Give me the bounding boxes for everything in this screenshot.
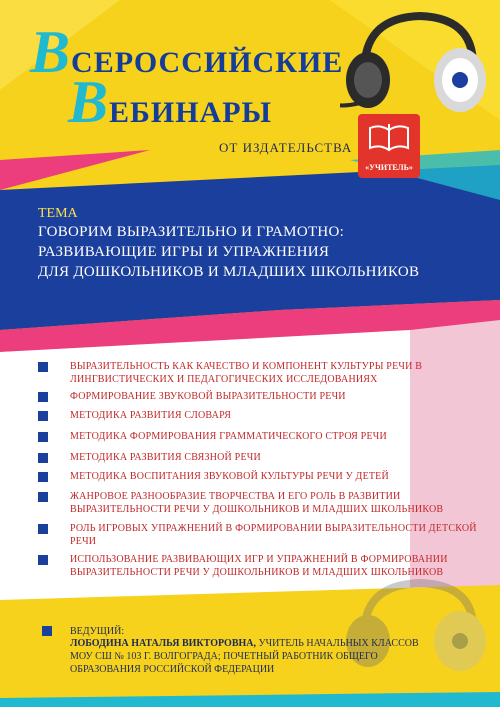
title-rest-2: ЕБИНАРЫ xyxy=(109,96,272,129)
bullet-icon xyxy=(38,362,48,372)
list-item-text: ФОРМИРОВАНИЕ ЗВУКОВОЙ ВЫРАЗИТЕЛЬНОСТИ РЕЧИ xyxy=(70,391,346,402)
topic-label: ТЕМА xyxy=(38,206,78,221)
title-rest-1: СЕРОССИЙСКИЕ xyxy=(71,46,344,79)
title-cap-2: В xyxy=(68,69,110,135)
bullet-icon xyxy=(38,453,48,463)
presenter-line-1 xyxy=(70,638,419,649)
presenter-name: ЛОБОДИНА НАТАЛЬЯ ВИКТОРОВНА, xyxy=(70,638,256,649)
presenter-role: УЧИТЕЛЬ НАЧАЛЬНЫХ КЛАССОВ xyxy=(256,638,419,649)
bullet-icon xyxy=(38,524,48,534)
list-item-text: РОЛЬ ИГРОВЫХ УПРАЖНЕНИЙ В ФОРМИРОВАНИИ ВЫРАЗИТЕЛЬНОСТИ ДЕТСКОЙ РЕЧИ xyxy=(70,523,477,547)
topic-line-3: ДЛЯ ДОШКОЛЬНИКОВ И МЛАДШИХ ШКОЛЬНИКОВ xyxy=(38,264,420,280)
list-item-text: МЕТОДИКА ФОРМИРОВАНИЯ ГРАММАТИЧЕСКОГО СТРОЯ РЕЧИ xyxy=(70,431,387,442)
bullet-icon xyxy=(38,492,48,502)
headset-icon xyxy=(340,8,490,128)
bullet-icon xyxy=(38,411,48,421)
book-icon xyxy=(358,114,420,158)
uchitel-logo-icon xyxy=(358,114,420,178)
bullet-icon xyxy=(38,555,48,565)
topic-line-1: ГОВОРИМ ВЫРАЗИТЕЛЬНО И ГРАМОТНО: xyxy=(38,224,345,240)
list-item-text: ВЫРАЗИТЕЛЬНОСТЬ КАК КАЧЕСТВО И КОМПОНЕНТ КУЛЬТУРЫ РЕЧИ В ЛИНГВИСТИЧЕСКИХ И ПЕДАГОГИЧЕСКИХ ИССЛЕДОВАНИЯХ xyxy=(70,361,423,385)
bullet-icon xyxy=(38,472,48,482)
list-item-text: МЕТОДИКА РАЗВИТИЯ СЛОВАРЯ xyxy=(70,410,232,421)
bullet-icon xyxy=(38,432,48,442)
subtitle: ОТ ИЗДАТЕЛЬСТВА xyxy=(219,140,353,155)
bullet-icon xyxy=(42,626,52,636)
list-item-text: МЕТОДИКА РАЗВИТИЯ СВЯЗНОЙ РЕЧИ xyxy=(70,452,261,463)
presenter-line-2: МОУ СШ № 103 Г. ВОЛГОГРАДА; ПОЧЕТНЫЙ РАБОТНИК ОБЩЕГО xyxy=(70,651,378,662)
bullet-icon xyxy=(38,392,48,402)
topic-line-2: РАЗВИВАЮЩИЕ ИГРЫ И УПРАЖНЕНИЯ xyxy=(38,244,330,260)
list-item-text: ЖАНРОВОЕ РАЗНООБРАЗИЕ ТВОРЧЕСТВА И ЕГО РОЛЬ В РАЗВИТИИ ВЫРАЗИТЕЛЬНОСТИ РЕЧИ У ДОШКОЛЬНИКОВ И МЛАДШИХ ШКОЛЬНИКОВ xyxy=(70,491,444,515)
headset-icon xyxy=(340,575,490,685)
list-item-text: МЕТОДИКА ВОСПИТАНИЯ ЗВУКОВОЙ КУЛЬТУРЫ РЕЧИ У ДЕТЕЙ xyxy=(70,471,389,482)
presenter-label: ВЕДУЩИЙ: xyxy=(70,626,125,637)
title-line-2 xyxy=(68,68,272,137)
title-cap-1: В xyxy=(30,19,72,85)
presenter-line-3: ОБРАЗОВАНИЯ РОССИЙСКОЙ ФЕДЕРАЦИИ xyxy=(70,664,275,675)
logo-text: «УЧИТЕЛЬ» xyxy=(365,163,413,172)
list-item-text: ИСПОЛЬЗОВАНИЕ РАЗВИВАЮЩИХ ИГР И УПРАЖНЕНИЙ В ФОРМИРОВАНИИ ВЫРАЗИТЕЛЬНОСТИ РЕЧИ У ДОШКОЛЬНИКОВ И МЛАДШИХ ШКОЛЬНИКОВ xyxy=(70,554,448,578)
